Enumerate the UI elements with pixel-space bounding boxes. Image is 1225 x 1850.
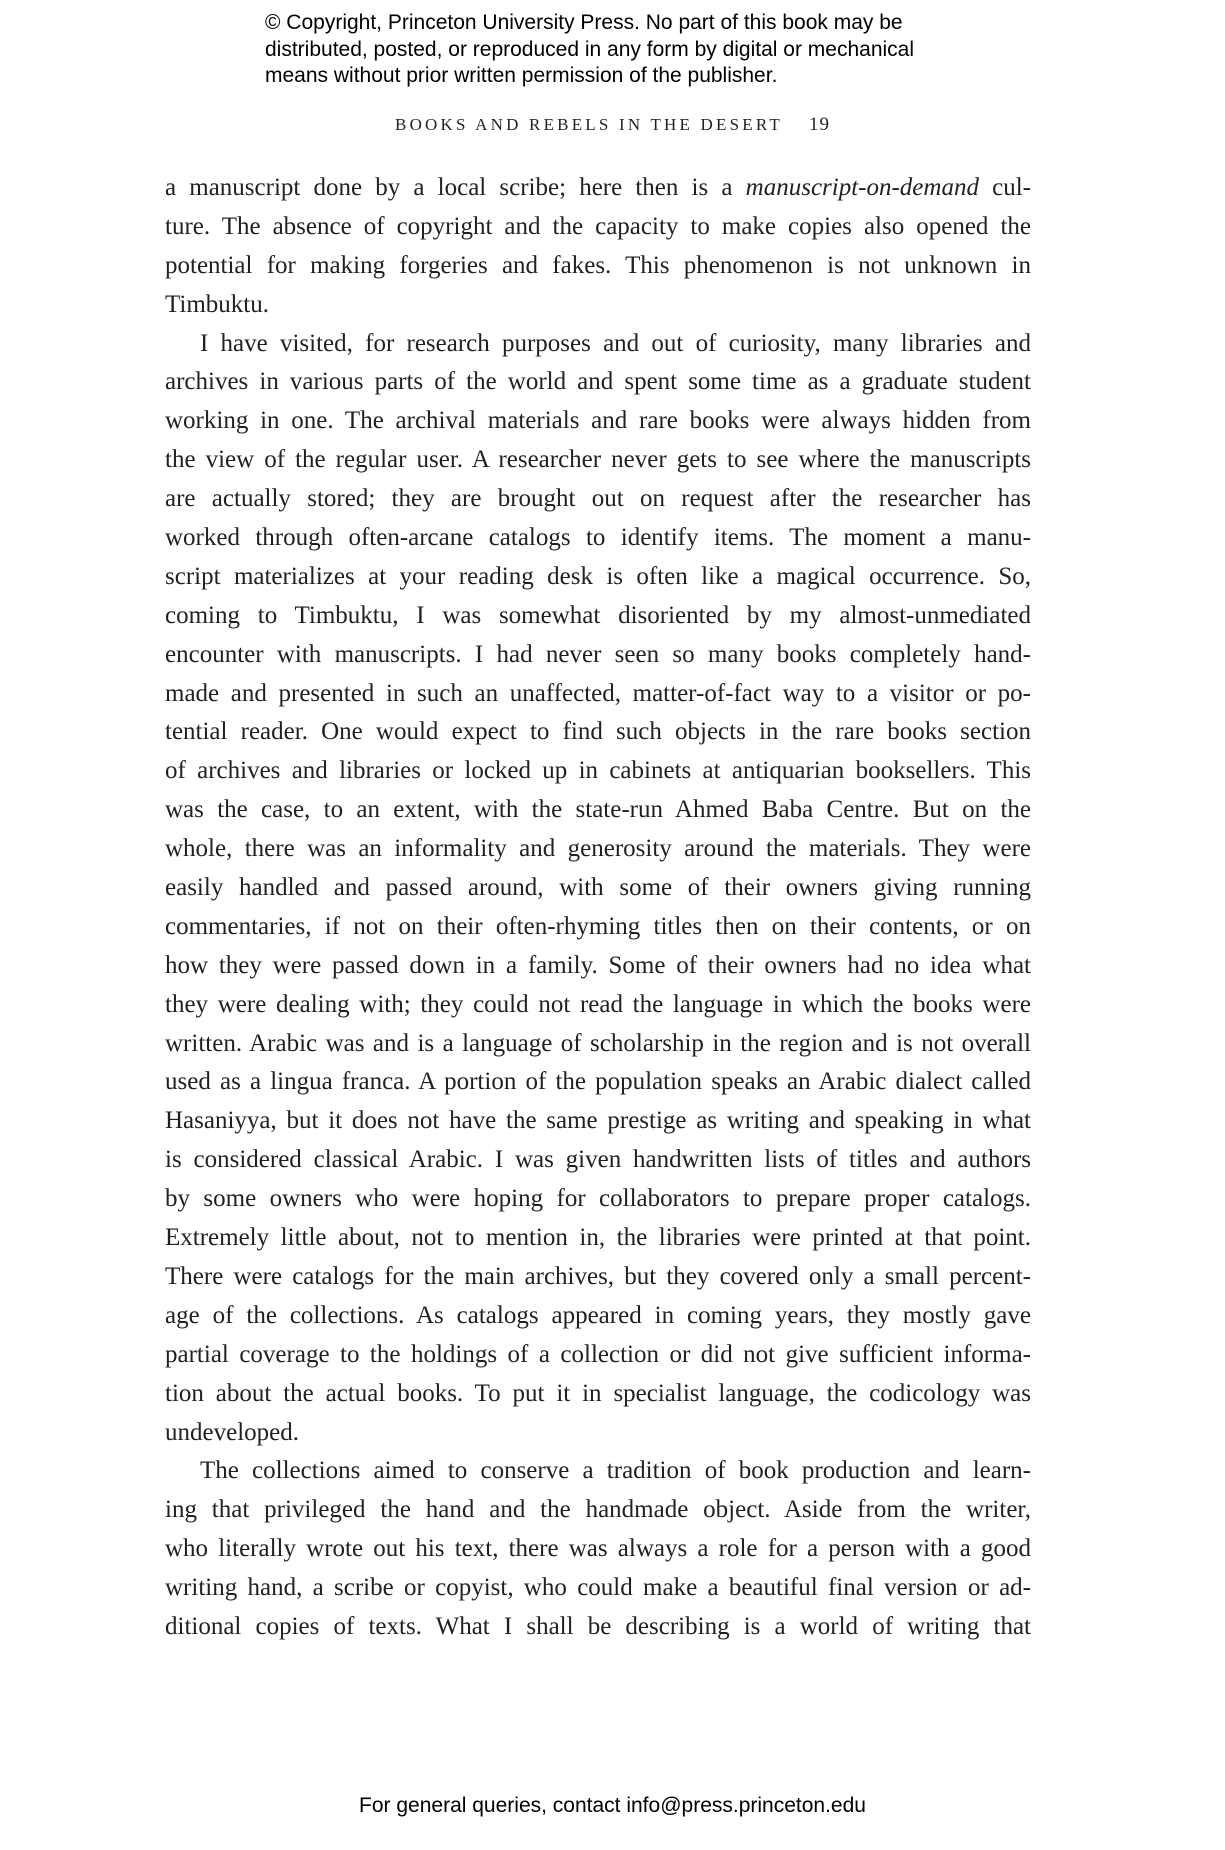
page-number: 19 xyxy=(808,114,830,135)
text-line: used as a lingua franca. A portion of the population speaks an Arabic dialect called xyxy=(165,1068,1031,1096)
text-line: of archives and libraries or locked up in cabinets at antiquarian booksellers. This xyxy=(165,757,1031,785)
text-line: writing hand, a scribe or copyist, who could make a beautiful final version or ad- xyxy=(165,1574,1031,1602)
copyright-line: means without prior written permission of the publisher. xyxy=(265,64,778,87)
text-line: encounter with manuscripts. I had never seen so many books completely hand- xyxy=(165,640,1031,668)
text-line: I have visited, for research purposes and out of curiosity, many libraries and xyxy=(200,329,1031,357)
text-line: potential for making forgeries and fakes. This phenomenon is not unknown in xyxy=(165,251,1031,279)
text-line: the view of the regular user. A researcher never gets to see where the manuscripts xyxy=(165,446,1031,474)
text-line: was the case, to an extent, with the state-run Ahmed Baba Centre. But on the xyxy=(165,796,1031,824)
body-text xyxy=(165,169,1031,1647)
text-line: how they were passed down in a family. Some of their owners had no idea what xyxy=(165,951,1031,979)
text-line: ture. The absence of copyright and the capacity to make copies also opened the xyxy=(165,212,1031,240)
footer-contact: For general queries, contact info@press.princeton.edu xyxy=(359,1794,866,1817)
running-head xyxy=(0,114,1225,136)
copyright-notice xyxy=(265,10,1025,90)
text-line: tion about the actual books. To put it in specialist language, the codicology was xyxy=(165,1379,1031,1407)
text-line: undeveloped. xyxy=(165,1418,299,1446)
text-line: worked through often-arcane catalogs to identify items. The moment a manu- xyxy=(165,524,1031,552)
text-line: partial coverage to the holdings of a collection or did not give sufficient informa- xyxy=(165,1340,1031,1368)
text-run: a manuscript done by a local scribe; here then is a xyxy=(165,174,746,201)
text-line: are actually stored; they are brought out on request after the researcher has xyxy=(165,485,1031,513)
text-line: ditional copies of texts. What I shall be describing is a world of writing that xyxy=(165,1612,1031,1640)
copyright-line: © Copyright, Princeton University Press. No part of this book may be xyxy=(265,11,903,34)
text-line: whole, there was an informality and generosity around the materials. They were xyxy=(165,835,1031,863)
text-line: by some owners who were hoping for collaborators to prepare proper catalogs. xyxy=(165,1185,1031,1213)
text-line: commentaries, if not on their often-rhyming titles then on their contents, or on xyxy=(165,912,1031,940)
text-line: is considered classical Arabic. I was given handwritten lists of titles and authors xyxy=(165,1146,1031,1174)
text-line: script materializes at your reading desk is often like a magical occurrence. So, xyxy=(165,562,1031,590)
text-line: age of the collections. As catalogs appeared in coming years, they mostly gave xyxy=(165,1301,1031,1329)
text-line: easily handled and passed around, with some of their owners giving running xyxy=(165,874,1031,902)
running-head-title: BOOKS AND REBELS IN THE DESERT xyxy=(395,115,783,134)
text-line: There were catalogs for the main archives, but they covered only a small percent- xyxy=(165,1262,1031,1290)
text-line: archives in various parts of the world and spent some time as a graduate student xyxy=(165,368,1031,396)
text-line: coming to Timbuktu, I was somewhat disoriented by my almost-unmediated xyxy=(165,601,1031,629)
text-line: working in one. The archival materials and rare books were always hidden from xyxy=(165,407,1031,435)
text-line: The collections aimed to conserve a tradition of book production and learn- xyxy=(200,1457,1031,1485)
text-line: Extremely little about, not to mention in, the libraries were printed at that point. xyxy=(165,1224,1031,1252)
text-line: who literally wrote out his text, there was always a role for a person with a good xyxy=(165,1535,1031,1563)
text-line xyxy=(165,169,1031,208)
text-line: tential reader. One would expect to find such objects in the rare books section xyxy=(165,718,1031,746)
text-line: written. Arabic was and is a language of scholarship in the region and is not overall xyxy=(165,1029,1031,1057)
text-line: made and presented in such an unaffected, matter-of-fact way to a visitor or po- xyxy=(165,679,1031,707)
text-line: Hasaniyya, but it does not have the same prestige as writing and speaking in what xyxy=(165,1107,1031,1135)
copyright-line: distributed, posted, or reproduced in any form by digital or mechanical xyxy=(265,37,915,61)
text-run: cul- xyxy=(978,174,1031,201)
text-line: ing that privileged the hand and the handmade object. Aside from the writer, xyxy=(165,1496,1031,1524)
text-line: Timbuktu. xyxy=(165,290,269,318)
text-line: they were dealing with; they could not read the language in which the books were xyxy=(165,990,1031,1018)
italic-term: manuscript-on-demand xyxy=(745,174,979,201)
